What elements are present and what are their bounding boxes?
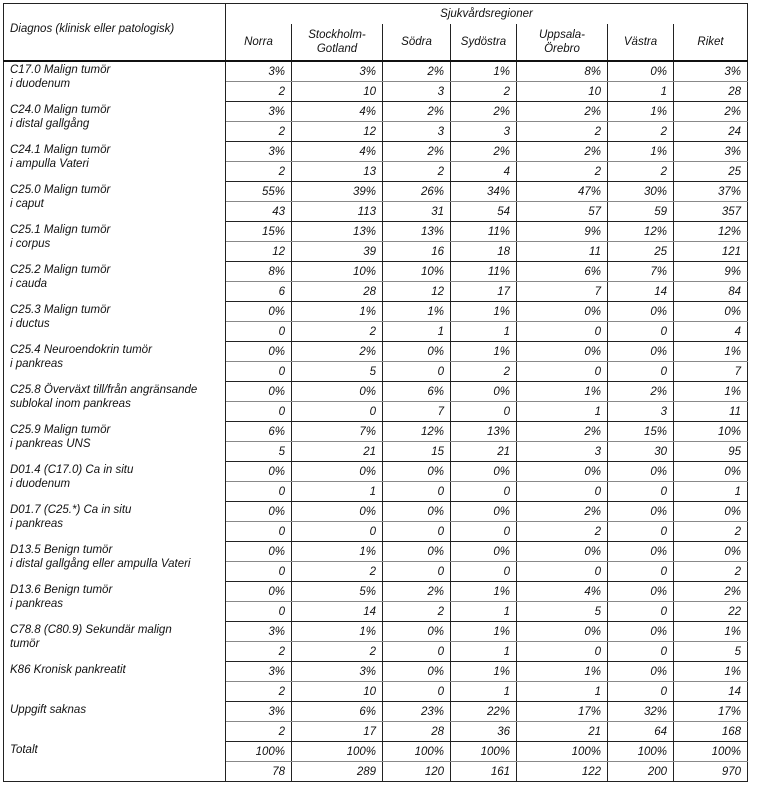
count-cell: 15: [383, 442, 451, 462]
count-cell: 12: [383, 282, 451, 302]
percent-cell: 0%: [517, 462, 608, 482]
count-cell: 30: [608, 442, 674, 462]
percent-cell: 6%: [292, 702, 383, 722]
percent-cell: 0%: [608, 542, 674, 562]
count-cell: 64: [608, 722, 674, 742]
percent-cell: 23%: [383, 702, 451, 722]
table-row-percent: [4, 302, 748, 322]
percent-cell: 0%: [674, 542, 748, 562]
count-cell: 78: [226, 762, 292, 782]
table-row-percent: [4, 422, 748, 442]
percent-cell: 4%: [292, 102, 383, 122]
percent-cell: 32%: [608, 702, 674, 722]
table-row-percent: [4, 742, 748, 762]
percent-cell: 0%: [674, 302, 748, 322]
percent-cell: 0%: [608, 662, 674, 682]
percent-cell: 0%: [608, 462, 674, 482]
count-cell: 0: [608, 562, 674, 582]
diagnosis-cell: C24.0 Malign tumör i distal gallgång: [4, 102, 226, 142]
count-cell: 3: [451, 122, 517, 142]
percent-cell: 10%: [383, 262, 451, 282]
count-cell: 0: [517, 482, 608, 502]
count-cell: 113: [292, 202, 383, 222]
table-row-percent: [4, 102, 748, 122]
percent-cell: 0%: [451, 542, 517, 562]
count-cell: 2: [226, 82, 292, 102]
count-cell: 25: [674, 162, 748, 182]
table-row-percent: [4, 462, 748, 482]
percent-cell: 100%: [292, 742, 383, 762]
count-cell: 2: [226, 642, 292, 662]
region-header: Uppsala- Örebro: [517, 24, 608, 61]
count-cell: 2: [292, 322, 383, 342]
percent-cell: 1%: [292, 542, 383, 562]
percent-cell: 0%: [292, 502, 383, 522]
count-cell: 3: [383, 82, 451, 102]
percent-cell: 1%: [292, 302, 383, 322]
count-cell: 2: [517, 522, 608, 542]
percent-cell: 100%: [517, 742, 608, 762]
count-cell: 2: [226, 722, 292, 742]
percent-cell: 3%: [292, 662, 383, 682]
percent-cell: 2%: [383, 582, 451, 602]
percent-cell: 2%: [674, 102, 748, 122]
diagnosis-cell: Totalt: [4, 742, 226, 782]
percent-cell: 11%: [451, 262, 517, 282]
percent-cell: 1%: [451, 622, 517, 642]
count-cell: 0: [383, 682, 451, 702]
region-header: Södra: [383, 24, 451, 61]
table-body: [4, 61, 748, 782]
count-cell: 0: [451, 402, 517, 422]
count-cell: 3: [517, 442, 608, 462]
region-header: Norra: [226, 24, 292, 61]
region-header: Västra: [608, 24, 674, 61]
count-cell: 200: [608, 762, 674, 782]
count-cell: 7: [383, 402, 451, 422]
region-header: Riket: [674, 24, 748, 61]
percent-cell: 2%: [292, 342, 383, 362]
count-cell: 0: [292, 522, 383, 542]
count-cell: 43: [226, 202, 292, 222]
count-cell: 0: [383, 522, 451, 542]
count-cell: 7: [517, 282, 608, 302]
count-cell: 0: [608, 682, 674, 702]
count-cell: 2: [608, 162, 674, 182]
percent-cell: 1%: [292, 622, 383, 642]
percent-cell: 12%: [383, 422, 451, 442]
count-cell: 21: [517, 722, 608, 742]
percent-cell: 8%: [226, 262, 292, 282]
count-cell: 21: [292, 442, 383, 462]
percent-cell: 1%: [674, 342, 748, 362]
count-cell: 0: [226, 562, 292, 582]
count-cell: 2: [226, 162, 292, 182]
diagnosis-cell: Uppgift saknas: [4, 702, 226, 742]
count-cell: 28: [674, 82, 748, 102]
count-cell: 54: [451, 202, 517, 222]
percent-cell: 0%: [226, 342, 292, 362]
count-cell: 13: [292, 162, 383, 182]
count-cell: 5: [517, 602, 608, 622]
percent-cell: 1%: [674, 382, 748, 402]
percent-cell: 0%: [608, 342, 674, 362]
count-cell: 0: [608, 642, 674, 662]
count-cell: 5: [674, 642, 748, 662]
count-cell: 12: [292, 122, 383, 142]
percent-cell: 1%: [451, 342, 517, 362]
region-header: Stockholm- Gotland: [292, 24, 383, 61]
diagnosis-cell: C25.9 Malign tumör i pankreas UNS: [4, 422, 226, 462]
count-cell: 0: [608, 322, 674, 342]
percent-cell: 1%: [451, 662, 517, 682]
percent-cell: 100%: [608, 742, 674, 762]
count-cell: 0: [451, 522, 517, 542]
count-cell: 0: [226, 602, 292, 622]
percent-cell: 10%: [292, 262, 383, 282]
count-cell: 0: [608, 362, 674, 382]
count-cell: 2: [383, 162, 451, 182]
diagnosis-cell: C25.4 Neuroendokrin tumör i pankreas: [4, 342, 226, 382]
count-cell: 17: [451, 282, 517, 302]
percent-cell: 100%: [226, 742, 292, 762]
table-row-percent: [4, 502, 748, 522]
percent-cell: 0%: [451, 382, 517, 402]
percent-cell: 2%: [517, 102, 608, 122]
table-row-percent: [4, 222, 748, 242]
table-row-percent: [4, 382, 748, 402]
table-row-percent: [4, 262, 748, 282]
count-cell: 95: [674, 442, 748, 462]
count-cell: 16: [383, 242, 451, 262]
percent-cell: 15%: [226, 222, 292, 242]
count-cell: 0: [226, 522, 292, 542]
percent-cell: 0%: [517, 342, 608, 362]
percent-cell: 0%: [608, 622, 674, 642]
count-cell: 0: [608, 482, 674, 502]
count-cell: 25: [608, 242, 674, 262]
percent-cell: 3%: [674, 61, 748, 82]
count-cell: 1: [517, 402, 608, 422]
count-cell: 3: [383, 122, 451, 142]
count-cell: 0: [517, 642, 608, 662]
percent-cell: 0%: [383, 502, 451, 522]
count-cell: 0: [226, 322, 292, 342]
percent-cell: 0%: [608, 61, 674, 82]
percent-cell: 1%: [608, 102, 674, 122]
percent-cell: 0%: [674, 462, 748, 482]
count-cell: 24: [674, 122, 748, 142]
percent-cell: 1%: [517, 662, 608, 682]
count-cell: 2: [674, 562, 748, 582]
table-row-percent: [4, 662, 748, 682]
percent-cell: 0%: [383, 542, 451, 562]
percent-cell: 1%: [383, 302, 451, 322]
count-cell: 31: [383, 202, 451, 222]
percent-cell: 1%: [517, 382, 608, 402]
percent-cell: 3%: [226, 142, 292, 162]
percent-cell: 12%: [608, 222, 674, 242]
percent-cell: 3%: [226, 662, 292, 682]
percent-cell: 12%: [674, 222, 748, 242]
count-cell: 4: [451, 162, 517, 182]
percent-cell: 2%: [517, 142, 608, 162]
percent-cell: 2%: [608, 382, 674, 402]
percent-cell: 13%: [383, 222, 451, 242]
percent-cell: 1%: [451, 61, 517, 82]
percent-cell: 2%: [674, 582, 748, 602]
count-cell: 2: [451, 82, 517, 102]
table-row-percent: [4, 622, 748, 642]
percent-cell: 0%: [451, 462, 517, 482]
percent-cell: 13%: [292, 222, 383, 242]
percent-cell: 0%: [383, 342, 451, 362]
percent-cell: 1%: [451, 302, 517, 322]
count-cell: 3: [608, 402, 674, 422]
percent-cell: 15%: [608, 422, 674, 442]
count-cell: 0: [517, 562, 608, 582]
percent-cell: 0%: [674, 502, 748, 522]
percent-cell: 2%: [383, 102, 451, 122]
count-cell: 0: [226, 402, 292, 422]
count-cell: 1: [451, 322, 517, 342]
count-cell: 1: [383, 322, 451, 342]
count-cell: 2: [674, 522, 748, 542]
count-cell: 357: [674, 202, 748, 222]
region-header: Sydöstra: [451, 24, 517, 61]
diagnosis-column-header: Diagnos (klinisk eller patologisk): [4, 4, 226, 62]
percent-cell: 13%: [451, 422, 517, 442]
count-cell: 59: [608, 202, 674, 222]
count-cell: 120: [383, 762, 451, 782]
diagnosis-cell: C25.1 Malign tumör i corpus: [4, 222, 226, 262]
percent-cell: 0%: [226, 502, 292, 522]
count-cell: 12: [226, 242, 292, 262]
count-cell: 2: [226, 682, 292, 702]
percent-cell: 0%: [383, 462, 451, 482]
count-cell: 2: [517, 122, 608, 142]
percent-cell: 2%: [451, 102, 517, 122]
count-cell: 6: [226, 282, 292, 302]
percent-cell: 2%: [383, 61, 451, 82]
count-cell: 14: [674, 682, 748, 702]
diagnosis-cell: D01.7 (C25.*) Ca in situ i pankreas: [4, 502, 226, 542]
percent-cell: 0%: [226, 382, 292, 402]
percent-cell: 6%: [517, 262, 608, 282]
count-cell: 1: [292, 482, 383, 502]
count-cell: 21: [451, 442, 517, 462]
percent-cell: 47%: [517, 182, 608, 202]
count-cell: 121: [674, 242, 748, 262]
table-row-percent: [4, 702, 748, 722]
percent-cell: 100%: [383, 742, 451, 762]
count-cell: 2: [226, 122, 292, 142]
percent-cell: 0%: [383, 662, 451, 682]
percent-cell: 7%: [608, 262, 674, 282]
diagnosis-cell: C25.2 Malign tumör i cauda: [4, 262, 226, 302]
count-cell: 2: [292, 562, 383, 582]
diagnosis-cell: K86 Kronisk pankreatit: [4, 662, 226, 702]
count-cell: 0: [517, 322, 608, 342]
count-cell: 57: [517, 202, 608, 222]
percent-cell: 0%: [226, 302, 292, 322]
count-cell: 1: [608, 82, 674, 102]
count-cell: 39: [292, 242, 383, 262]
count-cell: 0: [292, 402, 383, 422]
percent-cell: 1%: [674, 622, 748, 642]
percent-cell: 9%: [517, 222, 608, 242]
percent-cell: 39%: [292, 182, 383, 202]
percent-cell: 22%: [451, 702, 517, 722]
table-row-percent: [4, 582, 748, 602]
percent-cell: 100%: [451, 742, 517, 762]
count-cell: 36: [451, 722, 517, 742]
count-cell: 14: [292, 602, 383, 622]
count-cell: 7: [674, 362, 748, 382]
count-cell: 1: [674, 482, 748, 502]
count-cell: 1: [517, 682, 608, 702]
diagnosis-cell: D13.6 Benign tumör i pankreas: [4, 582, 226, 622]
table-row-percent: [4, 61, 748, 82]
percent-cell: 6%: [226, 422, 292, 442]
count-cell: 0: [226, 482, 292, 502]
count-cell: 0: [608, 602, 674, 622]
percent-cell: 100%: [674, 742, 748, 762]
count-cell: 2: [608, 122, 674, 142]
percent-cell: 2%: [517, 502, 608, 522]
count-cell: 84: [674, 282, 748, 302]
percent-cell: 17%: [517, 702, 608, 722]
count-cell: 11: [517, 242, 608, 262]
table-row-percent: [4, 182, 748, 202]
diagnosis-cell: C24.1 Malign tumör i ampulla Vateri: [4, 142, 226, 182]
count-cell: 2: [383, 602, 451, 622]
count-cell: 10: [292, 82, 383, 102]
percent-cell: 3%: [292, 61, 383, 82]
count-cell: 28: [292, 282, 383, 302]
percent-cell: 0%: [292, 382, 383, 402]
percent-cell: 1%: [674, 662, 748, 682]
table-row-percent: [4, 142, 748, 162]
diagnosis-cell: D13.5 Benign tumör i distal gallgång eller ampulla Vateri: [4, 542, 226, 582]
count-cell: 1: [451, 642, 517, 662]
percent-cell: 1%: [608, 142, 674, 162]
percent-cell: 10%: [674, 422, 748, 442]
count-cell: 5: [292, 362, 383, 382]
percent-cell: 0%: [608, 582, 674, 602]
diagnosis-cell: D01.4 (C17.0) Ca in situ i duodenum: [4, 462, 226, 502]
percent-cell: 0%: [608, 502, 674, 522]
percent-cell: 3%: [674, 142, 748, 162]
percent-cell: 0%: [383, 622, 451, 642]
count-cell: 5: [226, 442, 292, 462]
percent-cell: 37%: [674, 182, 748, 202]
region-group-header: Sjukvårdsregioner: [440, 8, 533, 20]
count-cell: 2: [292, 642, 383, 662]
percent-cell: 30%: [608, 182, 674, 202]
percent-cell: 0%: [451, 502, 517, 522]
percent-cell: 0%: [517, 622, 608, 642]
count-cell: 14: [608, 282, 674, 302]
diagnosis-cell: C78.8 (C80.9) Sekundär malign tumör: [4, 622, 226, 662]
percent-cell: 34%: [451, 182, 517, 202]
percent-cell: 26%: [383, 182, 451, 202]
percent-cell: 3%: [226, 61, 292, 82]
percent-cell: 2%: [383, 142, 451, 162]
count-cell: 11: [674, 402, 748, 422]
count-cell: 0: [226, 362, 292, 382]
count-cell: 1: [451, 602, 517, 622]
percent-cell: 11%: [451, 222, 517, 242]
count-cell: 0: [383, 362, 451, 382]
percent-cell: 0%: [292, 462, 383, 482]
count-cell: 122: [517, 762, 608, 782]
count-cell: 2: [451, 362, 517, 382]
percent-cell: 0%: [226, 582, 292, 602]
percent-cell: 0%: [226, 542, 292, 562]
percent-cell: 0%: [226, 462, 292, 482]
count-cell: 2: [517, 162, 608, 182]
count-cell: 1: [451, 682, 517, 702]
count-cell: 168: [674, 722, 748, 742]
percent-cell: 5%: [292, 582, 383, 602]
count-cell: 161: [451, 762, 517, 782]
percent-cell: 9%: [674, 262, 748, 282]
percent-cell: 3%: [226, 622, 292, 642]
percent-cell: 0%: [608, 302, 674, 322]
count-cell: 28: [383, 722, 451, 742]
table-row-percent: [4, 542, 748, 562]
count-cell: 0: [451, 482, 517, 502]
count-cell: 0: [383, 562, 451, 582]
table-row-percent: [4, 342, 748, 362]
percent-cell: 7%: [292, 422, 383, 442]
percent-cell: 2%: [517, 422, 608, 442]
diagnosis-cell: C17.0 Malign tumör i duodenum: [4, 61, 226, 102]
percent-cell: 3%: [226, 102, 292, 122]
diagnosis-cell: C25.8 Överväxt till/från angränsande sublokal inom pankreas: [4, 382, 226, 422]
count-cell: 0: [383, 482, 451, 502]
count-cell: 10: [292, 682, 383, 702]
count-cell: 0: [608, 522, 674, 542]
percent-cell: 4%: [292, 142, 383, 162]
count-cell: 17: [292, 722, 383, 742]
count-cell: 0: [451, 562, 517, 582]
count-cell: 970: [674, 762, 748, 782]
percent-cell: 4%: [517, 582, 608, 602]
percent-cell: 2%: [451, 142, 517, 162]
count-cell: 22: [674, 602, 748, 622]
diagnosis-cell: C25.0 Malign tumör i caput: [4, 182, 226, 222]
count-cell: 18: [451, 242, 517, 262]
diagnosis-by-region-table: [3, 3, 748, 782]
count-cell: 0: [517, 362, 608, 382]
percent-cell: 3%: [226, 702, 292, 722]
count-cell: 0: [383, 642, 451, 662]
diagnosis-cell: C25.3 Malign tumör i ductus: [4, 302, 226, 342]
count-cell: 289: [292, 762, 383, 782]
percent-cell: 6%: [383, 382, 451, 402]
count-cell: 10: [517, 82, 608, 102]
percent-cell: 0%: [517, 302, 608, 322]
percent-cell: 1%: [451, 582, 517, 602]
percent-cell: 8%: [517, 61, 608, 82]
percent-cell: 55%: [226, 182, 292, 202]
count-cell: 4: [674, 322, 748, 342]
percent-cell: 0%: [517, 542, 608, 562]
percent-cell: 17%: [674, 702, 748, 722]
